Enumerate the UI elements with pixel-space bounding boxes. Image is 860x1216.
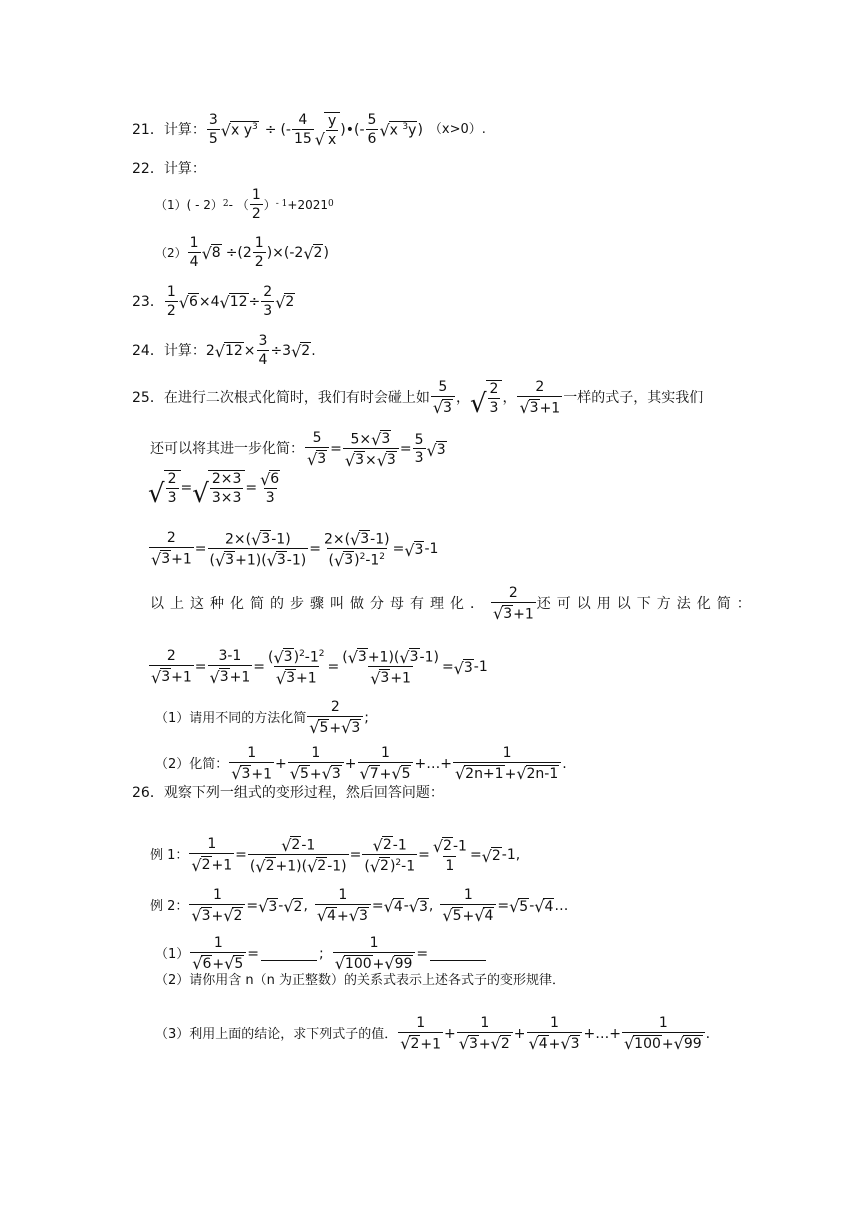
problem-26-q2-text: （2）请你用含 n（n 为正整数）的关系式表示上述各式子的变形规律． (155, 973, 566, 988)
problem-25-line3: √ $\frac{2}{3}$ = √ $\frac{2\times 3}{3\times 3}$ = √ 6 3 (148, 469, 280, 509)
problem-22-part1: （1）( - 2） 2 - （ $\frac{1}{2}$ ） - 1 +2021 0 (155, 187, 334, 222)
problem-26-q2 (155, 974, 565, 987)
problem-26-example-1: 例 1： 1 √ 2 +1 = √ 2 -1 ( √ 2 +1)( √ 2 -1) = √ 2 -1 ( √ 2 )$^2$-1 = √ 2 -1 1 = √ 2 -1, (150, 835, 521, 877)
problem-21-condition: （x>0）. (428, 122, 486, 138)
p22-s1-negexp: - 1 (275, 199, 288, 210)
problem-23-label: 23． (132, 293, 164, 310)
problem-26-q1: （1） 1 √ 6 + √ 5 = ; 1 √ 100 + √ 99 = (155, 936, 488, 972)
problem-26-q3: （3）利用上面的结论，求下列式子的值． 1 √ 2 +1 + 1 √ 3 + √ 2 + 1 √ 4 + √ 3 +…+ 1 √ 100 + √ 99 . (155, 1015, 711, 1054)
answer-blank-1[interactable] (261, 948, 317, 961)
problem-25-line2: 还可以将其进一步化简： 5 √ 3 = 5× √ 3 √ 3 × √ 3 = $\frac{5}{3}$ √ 3 (150, 429, 446, 471)
problem-23: 23． $\frac{1}{2}$ √ 6 ×4 √ 12 ÷ $\frac{2}{3}$ √ 2 (132, 284, 295, 319)
problem-26-label (132, 786, 444, 800)
problem-26-q1-label: （1） (155, 946, 190, 962)
problem-26-heading: 26．观察下列一组式的变形过程，然后回答问题： (132, 785, 444, 801)
problem-21 (132, 112, 486, 150)
p22-s2-label: （2） (155, 245, 187, 260)
problem-26-ex2-label: 例 2： (150, 898, 189, 914)
problem-22-heading: 22．计算： (132, 161, 206, 177)
p22-s1-year: +2021 (287, 197, 328, 212)
problem-25-simplify-intro: 还可以将其进一步化简： (150, 441, 304, 458)
problem-26-ex1-label: 例 1： (150, 847, 189, 863)
problem-22-part2: （2） $\frac{1}{4}$ √ 8 ÷(2 $\frac{1}{2}$ )×(-2 √ 2 ) (155, 235, 329, 270)
problem-25-explain-tail: 还可以用以下方法化简： (536, 596, 757, 613)
p24-coef: 2 (205, 342, 215, 359)
p22-s1-minus: - （ (228, 197, 249, 212)
problem-25-line1: 25．在进行二次根式化简时，我们有时会碰上如 5 √ 3 ， √ $\frac{2}{3}$ ， 2 √ 3 +1 一样的式子，其实我们 (132, 379, 704, 419)
p22-s1-exp: 2 (222, 199, 229, 210)
problem-21-label: 21．计算： (132, 121, 206, 138)
problem-25-intro-tail: 一样的式子，其实我们 (563, 390, 704, 407)
p22-s1-paren: ） (263, 197, 276, 212)
problem-25-rationalize-1: 2 √ 3 +1 = 2×( √ 3 -1) ( √ 3 +1)( √ 3 -1) = 2×( √ 3 -1) ( √ 3 )$^2-1^2$ = √ 3 -1 (151, 529, 439, 571)
p22-s1-text: （1）( - 2） (155, 197, 223, 212)
problem-22-label (132, 162, 206, 176)
problem-25-q1-text: （1）请用不同的方法化简 (155, 710, 307, 726)
problem-26-q3-text: （3）利用上面的结论，求下列式子的值． (155, 1026, 398, 1042)
problem-25-explain: 以上这种化简的步骤叫做分母有理化． (150, 596, 490, 613)
problem-25-q1: （1）请用不同的方法化简 2 √ 5 + √ 3 ; (155, 699, 369, 738)
problem-24-label: 24．计算： (132, 342, 206, 359)
p22-s1-zero: 0 (327, 199, 334, 210)
answer-blank-2[interactable] (430, 948, 486, 961)
problem-25-rationalize-2: 2 √ 3 +1 = 3-1 √ 3 +1 = ( √ 3 )$^2-1^2$ √ 3 +1 = ( √ 3 +1)( √ 3 -1) √ 3 +1 = √ 3 -1 (151, 647, 488, 689)
problem-25-intro: 25．在进行二次根式化简时，我们有时会碰上如 (132, 390, 430, 407)
problem-25-q2: （2）化简： 1 √ 3 +1 + 1 √ 5 + √ 3 + 1 √ 7 + √ 5 +…+ 1 √ 2n+1 + √ 2n-1 . (155, 745, 567, 784)
problem-25-q2-text: （2）化简： (155, 756, 229, 772)
problem-24: 24．计算： 2 √ 12 × $\frac{3}{4}$ ÷3 √ 2 . (132, 333, 316, 368)
problem-21-expression: $\frac{3}{5}$ √ x $y^3$ ÷ (- $\frac{4}{15}$ √ $\frac{y}{x}$ )•(- $\frac{5}{6}$ √ x $^3$y ) (208, 112, 423, 150)
problem-25-line4: 以上这种化简的步骤叫做分母有理化． 2 √ 3 +1 还可以用以下方法化简： (150, 585, 757, 624)
problem-26-example-2: 例 2： 1 √ 3 + √ 2 = √ 3 - √ 2 , 1 √ 4 + √ 3 = √ 4 - √ 3 , 1 √ 5 + √ 4 = √ 5 - √ 4 … (150, 887, 569, 926)
